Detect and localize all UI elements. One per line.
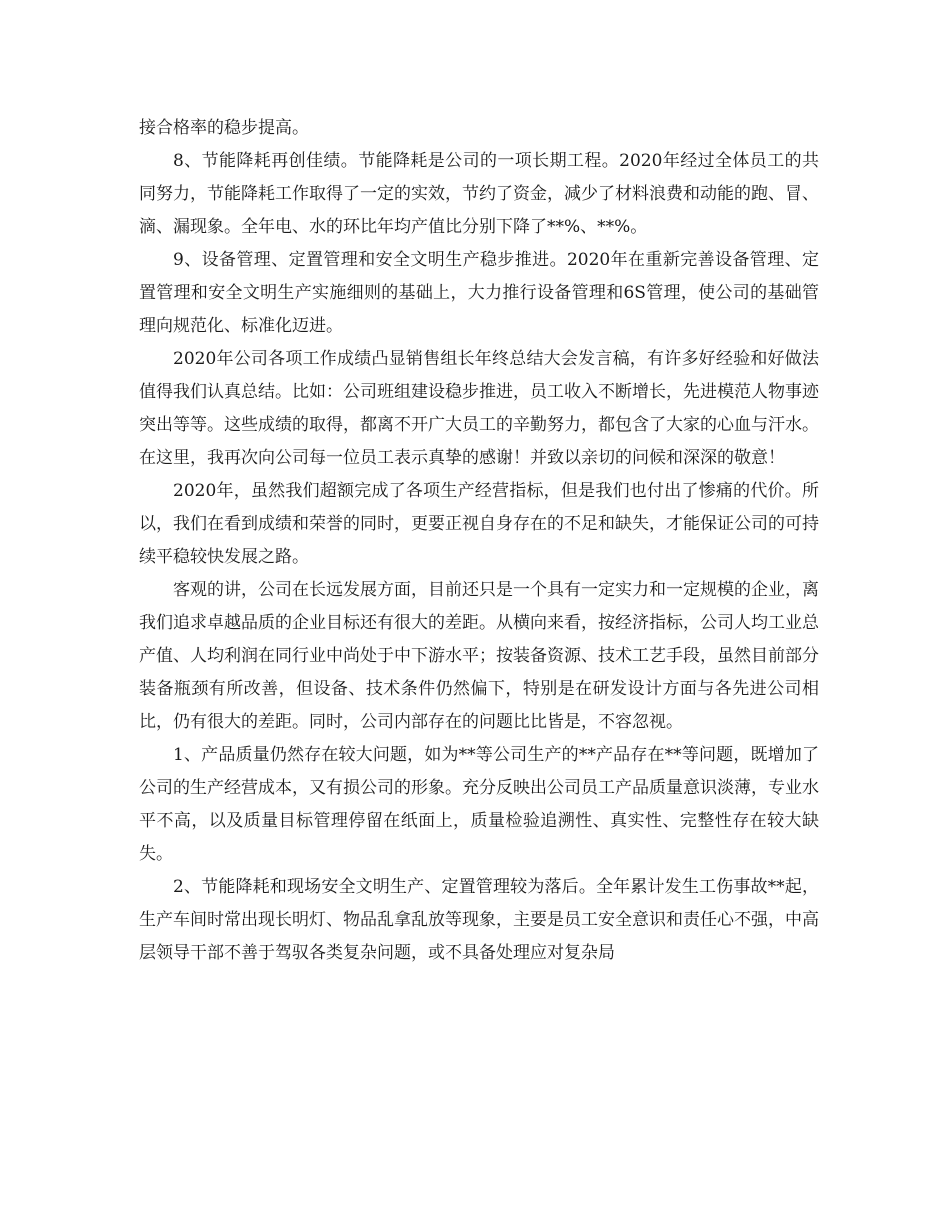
- paragraph-energy-saving: 8、节能降耗再创佳绩。节能降耗是公司的一项长期工程。2020年经过全体员工的共同努力，节能降耗工作取得了一定的实效，节约了资金，减少了材料浪费和动能的跑、冒、滴、漏现象。全年电、水的环比年均产值比分别下降了**%、**%。: [139, 151, 819, 237]
- paragraph-cost: 2020年，虽然我们超额完成了各项生产经营指标，但是我们也付出了惨痛的代价。所以，我们在看到成绩和荣誉的同时，更要正视自身存在的不足和缺失，才能保证公司的可持续平稳较快发展之路。: [139, 481, 819, 567]
- paragraph-safety-issue: 2、节能降耗和现场安全文明生产、定置管理较为落后。全年累计发生工伤事故**起，生产车间时常出现长明灯、物品乱拿乱放等现象，主要是员工安全意识和责任心不强，中高层领导干部不善于驾驭各类复杂问题，或不具备处理应对复杂局: [139, 877, 819, 963]
- paragraph-quality-issue: 1、产品质量仍然存在较大问题，如为**等公司生产的**产品存在**等问题，既增加了公司的生产经营成本，又有损公司的形象。充分反映出公司员工产品质量意识淡薄，专业水平不高，以及质量目标管理停留在纸面上，质量检验追溯性、真实性、完整性存在较大缺失。: [139, 745, 819, 864]
- paragraph-continuation: 接合格率的稳步提高。: [139, 118, 309, 138]
- document-body: [139, 112, 819, 970]
- paragraph-objective-gap: 客观的讲，公司在长远发展方面，目前还只是一个具有一定实力和一定规模的企业，离我们追求卓越品质的企业目标还有很大的差距。从横向来看，按经济指标，公司人均工业总产值、人均利润在同行业中尚处于中下游水平；按装备资源、技术工艺手段，虽然目前部分装备瓶颈有所改善，但设备、技术条件仍然偏下，特别是在研发设计方面与各先进公司相比，仍有很大的差距。同时，公司内部存在的问题比比皆是，不容忽视。: [139, 580, 819, 732]
- paragraph-equipment-management: 9、设备管理、定置管理和安全文明生产稳步推进。2020年在重新完善设备管理、定置管理和安全文明生产实施细则的基础上，大力推行设备管理和6S管理，使公司的基础管理向规范化、标准化迈进。: [139, 250, 819, 336]
- paragraph-achievements: 2020年公司各项工作成绩凸显销售组长年终总结大会发言稿，有许多好经验和好做法值得我们认真总结。比如：公司班组建设稳步推进，员工收入不断增长，先进模范人物事迹突出等等。这些成绩的取得，都离不开广大员工的辛勤努力，都包含了大家的心血与汗水。在这里，我再次向公司每一位员工表示真挚的感谢！并致以亲切的问候和深深的敬意！: [139, 349, 819, 468]
